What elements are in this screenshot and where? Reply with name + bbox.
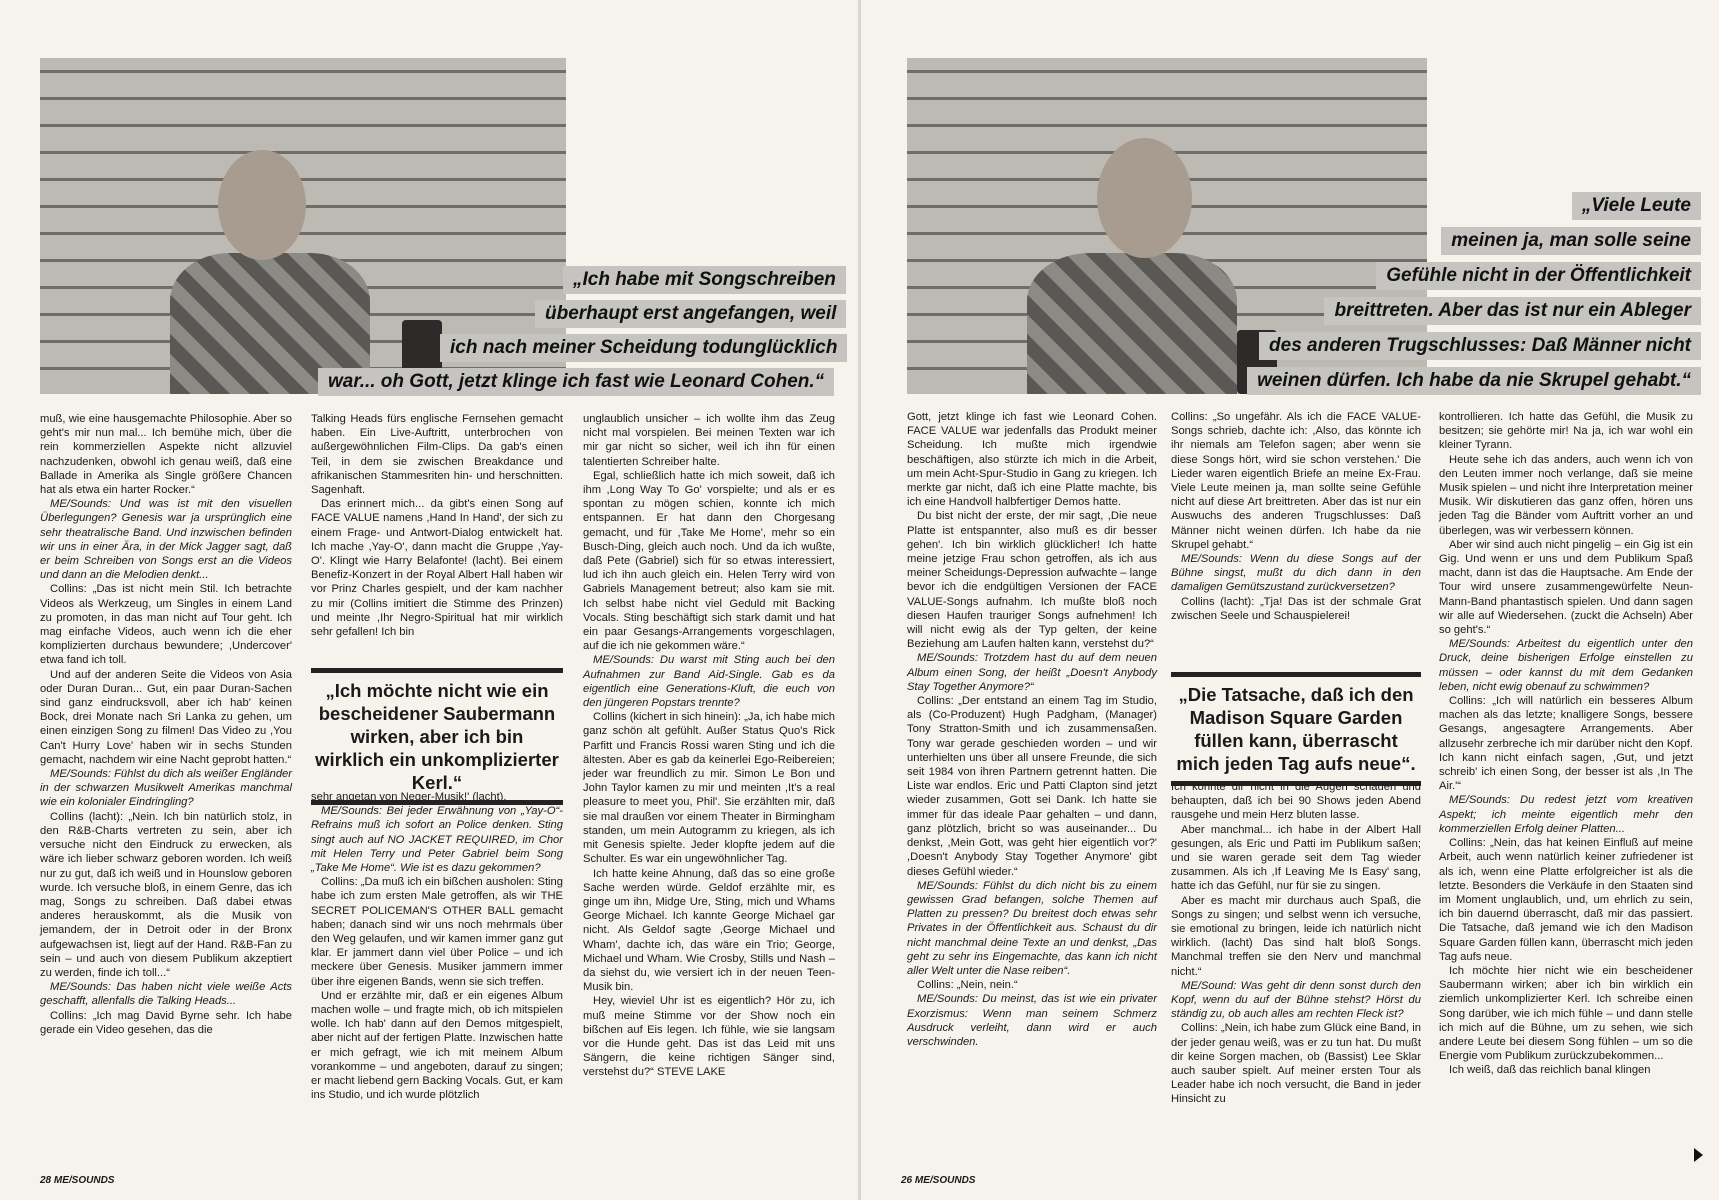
left-page: [0, 0, 858, 1200]
paragraph: Das erinnert mich... da gibt's einen Song auf FACE VALUE namens ,Hand In Hand', der sich zu einem Frage- und Antwort-Dialog entwickelt hat. Ich mache ,Yay-O', dann macht die Gruppe ,Yay-O'. Klingt wie Harry Belafonte! (lacht). Bei einem Benefiz-Konzert in der Royal Albert Hall haben wir vor Prinz Charles gespielt, und der kam nachher zu mir (Collins imitiert die Stimme des Prinzen) und meinte ,Ihr Negro-Spiritual hat mir wirklich sehr gefallen! Ich bin: [311, 498, 563, 639]
pull-quote-line: Gefühle nicht in der Öffentlichkeit: [1376, 262, 1701, 290]
left-column-2-lower: [311, 790, 563, 1102]
paragraph: Collins: „Der entstand an einem Tag im Studio, als (Co-Produzent) Hugh Padgham, (Manager) Tony Stratton-Smith und ich zusammensaßen. Tony war gerade geschieden worden – und wir unterhielten uns über all unsere Freunde, die sich seit 1984 von ihren Partnern getrennt hatten. Die Liste war endlos. Eric und Patti Clapton sind jetzt wieder zusammen, Gott sei Dank. Ich hatte sie immer für das ideale Paar gehalten – und dann, ganz plötzlich, bricht so was auseinander... Du denkst, ,Mein Gott, was geht hier eigentlich vor?' ,Doesn't Anybody Stay Together Anymore' gibt dieses Gefühl wieder.“: [907, 695, 1157, 878]
right-column-2: [1171, 410, 1421, 623]
paragraph: muß, wie eine hausgemachte Philosophie. Aber so geht's mir nun mal... Ich bemühe mich, über die rein kommerziellen Aspekte nicht allzuviel nachzudenken, obwohl ich genau weiß, daß eine Ballade in Amerika als Single größere Chancen hat als etwa ein harter Rocker.“: [40, 413, 292, 497]
right-page: [861, 0, 1719, 1200]
paragraph: ME/Sounds: Arbeitest du eigentlich unter den Druck, deine bisherigen Erfolge einstellen zu müssen – oder kannst du mit dem Gedanken leben, nicht ewig obenauf zu schwimmen?: [1439, 638, 1693, 693]
paragraph: ME/Sounds: Das haben nicht viele weiße Acts geschafft, allenfalls die Talking Heads...: [40, 981, 292, 1008]
pull-quote-line: „Viele Leute: [1572, 192, 1701, 220]
page-number-right: 26 ME/SOUNDS: [901, 1175, 976, 1186]
pull-quote-line: „Ich habe mit Songschreiben: [563, 266, 846, 294]
paragraph: Heute sehe ich das anders, auch wenn ich von den Leuten immer noch verlange, daß sie meine Musik spielen – und nicht ihre Interpretation meiner Musik. Wir diskutieren das ganz offen, hören uns jeden Tag die Bänder vom Auftritt vorher an und überlegen, was wir verbessern können.: [1439, 453, 1693, 537]
left-column-3: [583, 412, 835, 1080]
paragraph: Collins: „Das ist nicht mein Stil. Ich betrachte Videos als Werkzeug, um Singles in einem Land zu promoten, in das man nicht auf Tour geht. Ich mag einfache Videos, auch wenn ich die eher komplizierten durchaus bewundere; ,Undercover' etwa fand ich toll.: [40, 583, 292, 667]
paragraph: ME/Sounds: Fühlst du dich als weißer Engländer in der schwarzen Musikwelt Amerikas manchmal wie ein kolonialer Eindringling?: [40, 768, 292, 809]
pull-quote-line: war... oh Gott, jetzt klinge ich fast wie Leonard Cohen.“: [318, 368, 834, 396]
paragraph: Ich möchte hier nicht wie ein bescheidener Saubermann wirken; aber ich bin wirklich ein ziemlich unkomplizierter Kerl. Ich schreibe einen Song darüber, wie ich mich fühle – und dann stelle ich mich auf die Bühne, um zu sehen, wie sich andere Leute bei diesem Song fühlen – um so die Energie vom Publikum zurückzubekommen...: [1439, 964, 1693, 1063]
paragraph: Und er erzählte mir, daß er ein eigenes Album machen wolle – und fragte mich, ob ich mitspielen wolle. Ich hab' dann auf den Demos mitgespielt, aber nicht auf der fertigen Platte. Inzwischen hatte er mich gefragt, wie ich mit meinem Album vorankomme – und angeboten, darauf zu singen; er macht liebend gern Backing Vocals. Gut, er kam ins Studio, und ich wurde plötzlich: [311, 989, 563, 1102]
paragraph: Collins: „Nein, das hat keinen Einfluß auf meine Arbeit, auch wenn natürlich keiner zufriedener ist als ich, wenn eine Platte erfolgreicher ist als die letzte. Besonders die Verkäufe in den Staaten sind im Moment unglaublich, und, um ehrlich zu sein, ich bin dauernd überrascht, daß mir das passiert. Die Tatsache, daß jemand wie ich den Madison Square Garden füllen kann, überrascht mich jeden Tag aufs neue.: [1439, 837, 1693, 963]
paragraph: Collins: „So ungefähr. Als ich die FACE VALUE-Songs schrieb, dachte ich: ,Also, das könnte ich ihr niemals am Telefon sagen; aber wenn sie diese Songs hört, wird sie schon verstehen.' Die Lieder waren eigentlich Briefe an meine Ex-Frau. Viele Leute meinen ja, man sollte seine Gefühle nicht auf diese Art breittreten. Aber das ist nur ein Auswuchs des anderen Trugschlusses: Daß Männer nicht weinen dürfen. Ich habe da nie Skrupel gehabt.“: [1171, 411, 1421, 551]
paragraph: ME/Sound: Was geht dir denn sonst durch den Kopf, wenn du auf der Bühne stehst? Hörst du ständig zu, ob auch alles am rechten Fleck ist?: [1171, 979, 1421, 1021]
box-quote-right: „Die Tatsache, daß ich den Madison Square Garden füllen kann, überrascht mich jeden Tag aufs neue“.: [1171, 672, 1421, 786]
pull-quote-line: überhaupt erst angefangen, weil: [535, 300, 846, 328]
pull-quote-line: weinen dürfen. Ich habe da nie Skrupel gehabt.“: [1247, 367, 1701, 395]
paragraph: Collins: „Ich will natürlich ein besseres Album machen als das letzte; knalligere Songs, bessere Gesangs, angesagtere Arrangements. Aber allzusehr zerbreche ich mir darüber nicht den Kopf. Ich kann nicht einfach sagen, ,Gut, und jetzt schreib' ich einen Song, der besser ist als ,In The Air.'“: [1439, 695, 1693, 793]
paragraph: ME/Sounds: Du meinst, das ist wie ein privater Exorzismus: Wenn man seinem Schmerz Ausdruck verleiht, dann wird er auch verschwinden.: [907, 993, 1157, 1048]
paragraph: Collins (lacht): „Tja! Das ist der schmale Grat zwischen Seele und Schauspielerei!: [1171, 595, 1421, 622]
right-column-2-lower: [1171, 780, 1421, 1107]
paragraph: ME/Sounds: Wenn du diese Songs auf der Bühne singst, mußt du dich dann in den damaligen Gemütszustand zurückversetzen?: [1171, 553, 1421, 594]
paragraph: ME/Sounds: Und was ist mit den visuellen Überlegungen? Genesis war ja ursprünglich eine sehr theatralische Band. Und inzwischen befinden wir uns in einer Ära, in der Mick Jagger sagt, daß er beim Schreiben von Songs erst an die Videos und dann an die Melodien denkt...: [40, 498, 292, 582]
paragraph: Collins: „Nein, nein.“: [917, 979, 1018, 992]
paragraph: Ich könnte dir nicht in die Augen schauen und behaupten, daß ich bei 90 Shows jeden Abend rausgehe und mein Herz bluten lasse.: [1171, 781, 1421, 822]
paragraph: Du bist nicht der erste, der mir sagt, ,Die neue Platte ist entspannter, also muß es dir besser gehen'. Ich bin wirklich glücklicher! Ich hatte meine jetzige Frau schon getroffen, als ich aus meiner Scheidungs-Depression aufwachte – lange bevor ich die endgültigen Versionen der FACE VALUE-Songs aufnahm. Ich mußte bloß noch diesen Haufen trauriger Songs aufnehmen! Ich will nicht ewig als der Typ gelten, der keine Beziehung am Laufen halten kann, verstehst du?“: [907, 510, 1158, 651]
paragraph: Talking Heads fürs englische Fernsehen gemacht haben. Ein Live-Auftritt, unterbrochen von außergewöhnlichen Film-Clips. Da gab's einen Teil, in dem sie zwischen Breakdance und afrikanischen Stammesriten hin- und herschnitten. Sagenhaft.: [311, 413, 563, 497]
page-number-left: 28 ME/SOUNDS: [40, 1175, 115, 1186]
paragraph: kontrollieren. Ich hatte das Gefühl, die Musik zu besitzen; sie gehörte mir! Na ja, ich war wohl ein kleiner Tyrann.: [1439, 411, 1693, 452]
paragraph: Ich weiß, daß das reichlich banal klingen: [1449, 1064, 1651, 1077]
paragraph: ME/Sounds: Du warst mit Sting auch bei den Aufnahmen zur Band Aid-Single. Gab es da eigentlich eine Generations-Kluft, die euch von den jüngeren Popstars trennte?: [583, 654, 835, 710]
paragraph: Collins: „Nein, ich habe zum Glück eine Band, in der jeder genau weiß, was er zu tun hat. Du mußt dir keine Sorgen machen, ob (Bassist) Lee Sklar auch sauber spielt. Auf meiner ersten Tour als Leader habe ich noch versucht, die Band in jeder Hinsicht zu: [1171, 1022, 1421, 1106]
left-column-1: [40, 412, 292, 1037]
paragraph: ME/Sounds: Bei jeder Erwähnung von „Yay-O“-Refrains muß ich sofort an Police denken. Sting singt auch auf NO JACKET REQUIRED, im Chor mit Helen Terry und Peter Gabriel beim Song „Take Me Home“. Wie ist es dazu gekommen?: [311, 805, 563, 875]
paragraph: Hey, wieviel Uhr ist es eigentlich? Hör zu, ich muß meine Stimme vor der Show noch ein bißchen auf Eis legen. Ich fühle, wie sie langsam vor die Hunde geht. Das ist das Leid mit uns Sängern, die keine richtigen Sänger sind, verstehst du?“ STEVE LAKE: [583, 995, 835, 1079]
paragraph: Collins (lacht): „Nein. Ich bin natürlich stolz, in den R&B-Charts vertreten zu sein, aber ich versuche nicht den Eindruck zu erwecken, als wäre ich lieber schwarz geboren worden. Ich weiß nur zu gut, daß ich weiß und in Hounslow geboren wurde. Ich versuche bloß, in einem Genre, das ich mag, Songs zu schreiben. Daß dabei etwas anderes herauskommt, als die Musik von jemandem, der in Detroit oder in der Bronx aufgewachsen ist, liegt auf der Hand. R&B-Fan zu sein – und auch von diesem Publikum akzeptiert zu werden, finde ich toll...“: [40, 810, 292, 979]
paragraph: Egal, schließlich hatte ich mich soweit, daß ich ihm ,Long Way To Go' vorspielte; und als er es spontan zu mögen schien, konnte ich mich entspannen. Er hat dann den Chorgesang gemacht, und für ,Take Me Home', mehr so ein Busch-Ding, gleich auch noch. Und da ich wußte, daß Pete (Gabriel) sich für so etwas interessiert, lud ich ihn auch gleich ein. Helen Terry wird von Gabriels Management betreut; also kam sie mit. Ich selbst habe nicht viel Geduld mit Backing Vocals. Sting beschäftigt sich stark damit und hat ein paar Gesangs-Arrangements vorgeschlagen, auf die ich nie gekommen wäre.“: [583, 469, 835, 653]
paragraph: ME/Sounds: Fühlst du dich nicht bis zu einem gewissen Grad befangen, solche Themen auf Platten zu pressen? Du breitest doch etwas sehr Privates in der Öffentlichkeit aus. Schaust du dir nicht manchmal deine Texte an und denkst, „Das geht zu sehr ins Eingemachte, das kann ich nicht aller Welt unter die Nase reiben“.: [907, 879, 1157, 977]
paragraph: ME/Sounds: Du redest jetzt vom kreativen Aspekt; ich meinte eigentlich mehr den kommerziellen Erfolg deiner Platten...: [1439, 794, 1693, 835]
continue-arrow-icon: [1694, 1148, 1703, 1162]
paragraph: Gott, jetzt klinge ich fast wie Leonard Cohen. FACE VALUE war jedenfalls das Produkt meiner Scheidung. Ich mußte mich irgendwie beschäftigen, also stürzte ich mich in die Arbeit, um mein Acht-Spur-Studio in Gang zu kriegen. Ich merkte gar nicht, daß ich eine Platte machte, bis ich eine Handvoll halbfertiger Demos hatte.: [907, 411, 1157, 509]
paragraph: Aber es macht mir durchaus auch Spaß, die Songs zu singen; und selbst wenn ich versuche, sie emotional zu bringen, leide ich natürlich nicht wirklich. (lacht) Das sind halt bloß Songs. Manchmal treffen sie den Nerv und manchmal nicht.“: [1171, 894, 1421, 978]
pull-quote-line: des anderen Trugschlusses: Daß Männer nicht: [1259, 332, 1701, 360]
paragraph: Aber manchmal... ich habe in der Albert Hall gesungen, als Eric und Patti im Publikum saßen; und sie waren gerade seit dem Tag wieder zusammen. Als ich ,If Leaving Me Is Easy' sang, hatte ich das Gefühl, nur für sie zu singen.: [1171, 823, 1421, 893]
paragraph: sehr angetan von Neger-Musik!' (lacht).: [311, 791, 507, 803]
paragraph: Ich hatte keine Ahnung, daß das so eine große Sache werden würde. Geldof erzählte mir, es ginge um ihn, Midge Ure, Sting, mich und Whams George Michael. Ich kannte George Michael gar nicht. Als Geldof sagte ,George Michael und Wham', dachte ich, das wäre ein Trio; George, Michael und Wham. Wie Crosby, Stills und Nash – da siehst du, wie versiert ich in der neuen Teen-Musik bin.: [583, 867, 835, 994]
paragraph: Collins: „Ich mag David Byrne sehr. Ich habe gerade ein Video gesehen, das die: [40, 1009, 292, 1036]
paragraph: Aber wir sind auch nicht pingelig – ein Gig ist ein Gig. Und wenn er uns und dem Publikum Spaß macht, dann ist das die Hauptsache. Am Ende der Tour wird unsere zusammengewürfelte Neun-Mann-Band phantastisch spielen. Und dann sagen wir alle auf Wiedersehen. (zuckt die Achseln) Aber so geht's.“: [1439, 538, 1693, 637]
paragraph: Collins: „Da muß ich ein bißchen ausholen: Sting habe ich zum ersten Male getroffen, als wir THE SECRET POLICEMAN'S OTHER BALL gemacht haben; danach sind wir uns noch mehrmals über den Weg gelaufen, und wir kamen immer ganz gut klar. Er jammert dann viel über Police – und ich meckere über Genesis. Musiker jammern immer über ihre eigenen Bands, wenn sie sich treffen.: [311, 876, 563, 988]
pull-quote-line: ich nach meiner Scheidung todunglücklich: [440, 334, 847, 362]
pull-quote-line: meinen ja, man solle seine: [1441, 227, 1701, 255]
photo-head-shape: [218, 150, 306, 260]
photo-vest-shape: [1027, 253, 1237, 394]
box-quote-left: „Ich möchte nicht wie ein bescheidener Saubermann wirken, aber ich bin wirklich ein unkomplizierter Kerl.“: [311, 668, 563, 805]
paragraph: Und auf der anderen Seite die Videos von Asia oder Duran Duran... Gut, ein paar Duran-Sachen sind ganz eindrucksvoll, aber ich hab' keinen Bock, drei Monate nach Sri Lanka zu gehen, um einen einzigen Song zu filmen! Das Video zu ,You Can't Hurry Love' haben wir in sechs Stunden gemacht, nachdem wir eine Nacht geprobt hatten.“: [40, 668, 292, 766]
right-column-1: [907, 410, 1157, 1049]
right-column-3: [1439, 410, 1693, 1078]
paragraph: Collins (kichert in sich hinein): „Ja, ich habe mich ganz schön alt gefühlt. Außer Status Quo's Rick Parfitt und Francis Rossi waren Sting und ich die ältesten. Aber es gab da keinerlei Ego-Reibereien; jeder war freundlich zu mir. Simon Le Bon und John Taylor kamen zu mir und meinten ,It's a real pleasure to meet you, Phil'. Sie erzählten mir, daß sie mal draußen vor einem Theater in Birmingham standen, um mein Autogramm zu kriegen, als ich mit Genesis spielte. Jeder klopfte jedem auf die Schulter. Es war ein ungewöhnlicher Tag.: [583, 711, 835, 866]
paragraph: unglaublich unsicher – ich wollte ihm das Zeug nicht mal vorspielen. Bei meinen Texten war ich mir gar nicht so sicher, weil ich ihn für einen talentierten Schreiber halte.: [583, 413, 835, 468]
pull-quote-line: breittreten. Aber das ist nur ein Ableger: [1324, 297, 1701, 325]
paragraph: ME/Sounds: Trotzdem hast du auf dem neuen Album einen Song, der heißt „Doesn't Anybody Stay Together Anymore?“: [907, 652, 1157, 693]
left-column-2: [311, 412, 563, 639]
photo-head-shape: [1097, 138, 1192, 258]
